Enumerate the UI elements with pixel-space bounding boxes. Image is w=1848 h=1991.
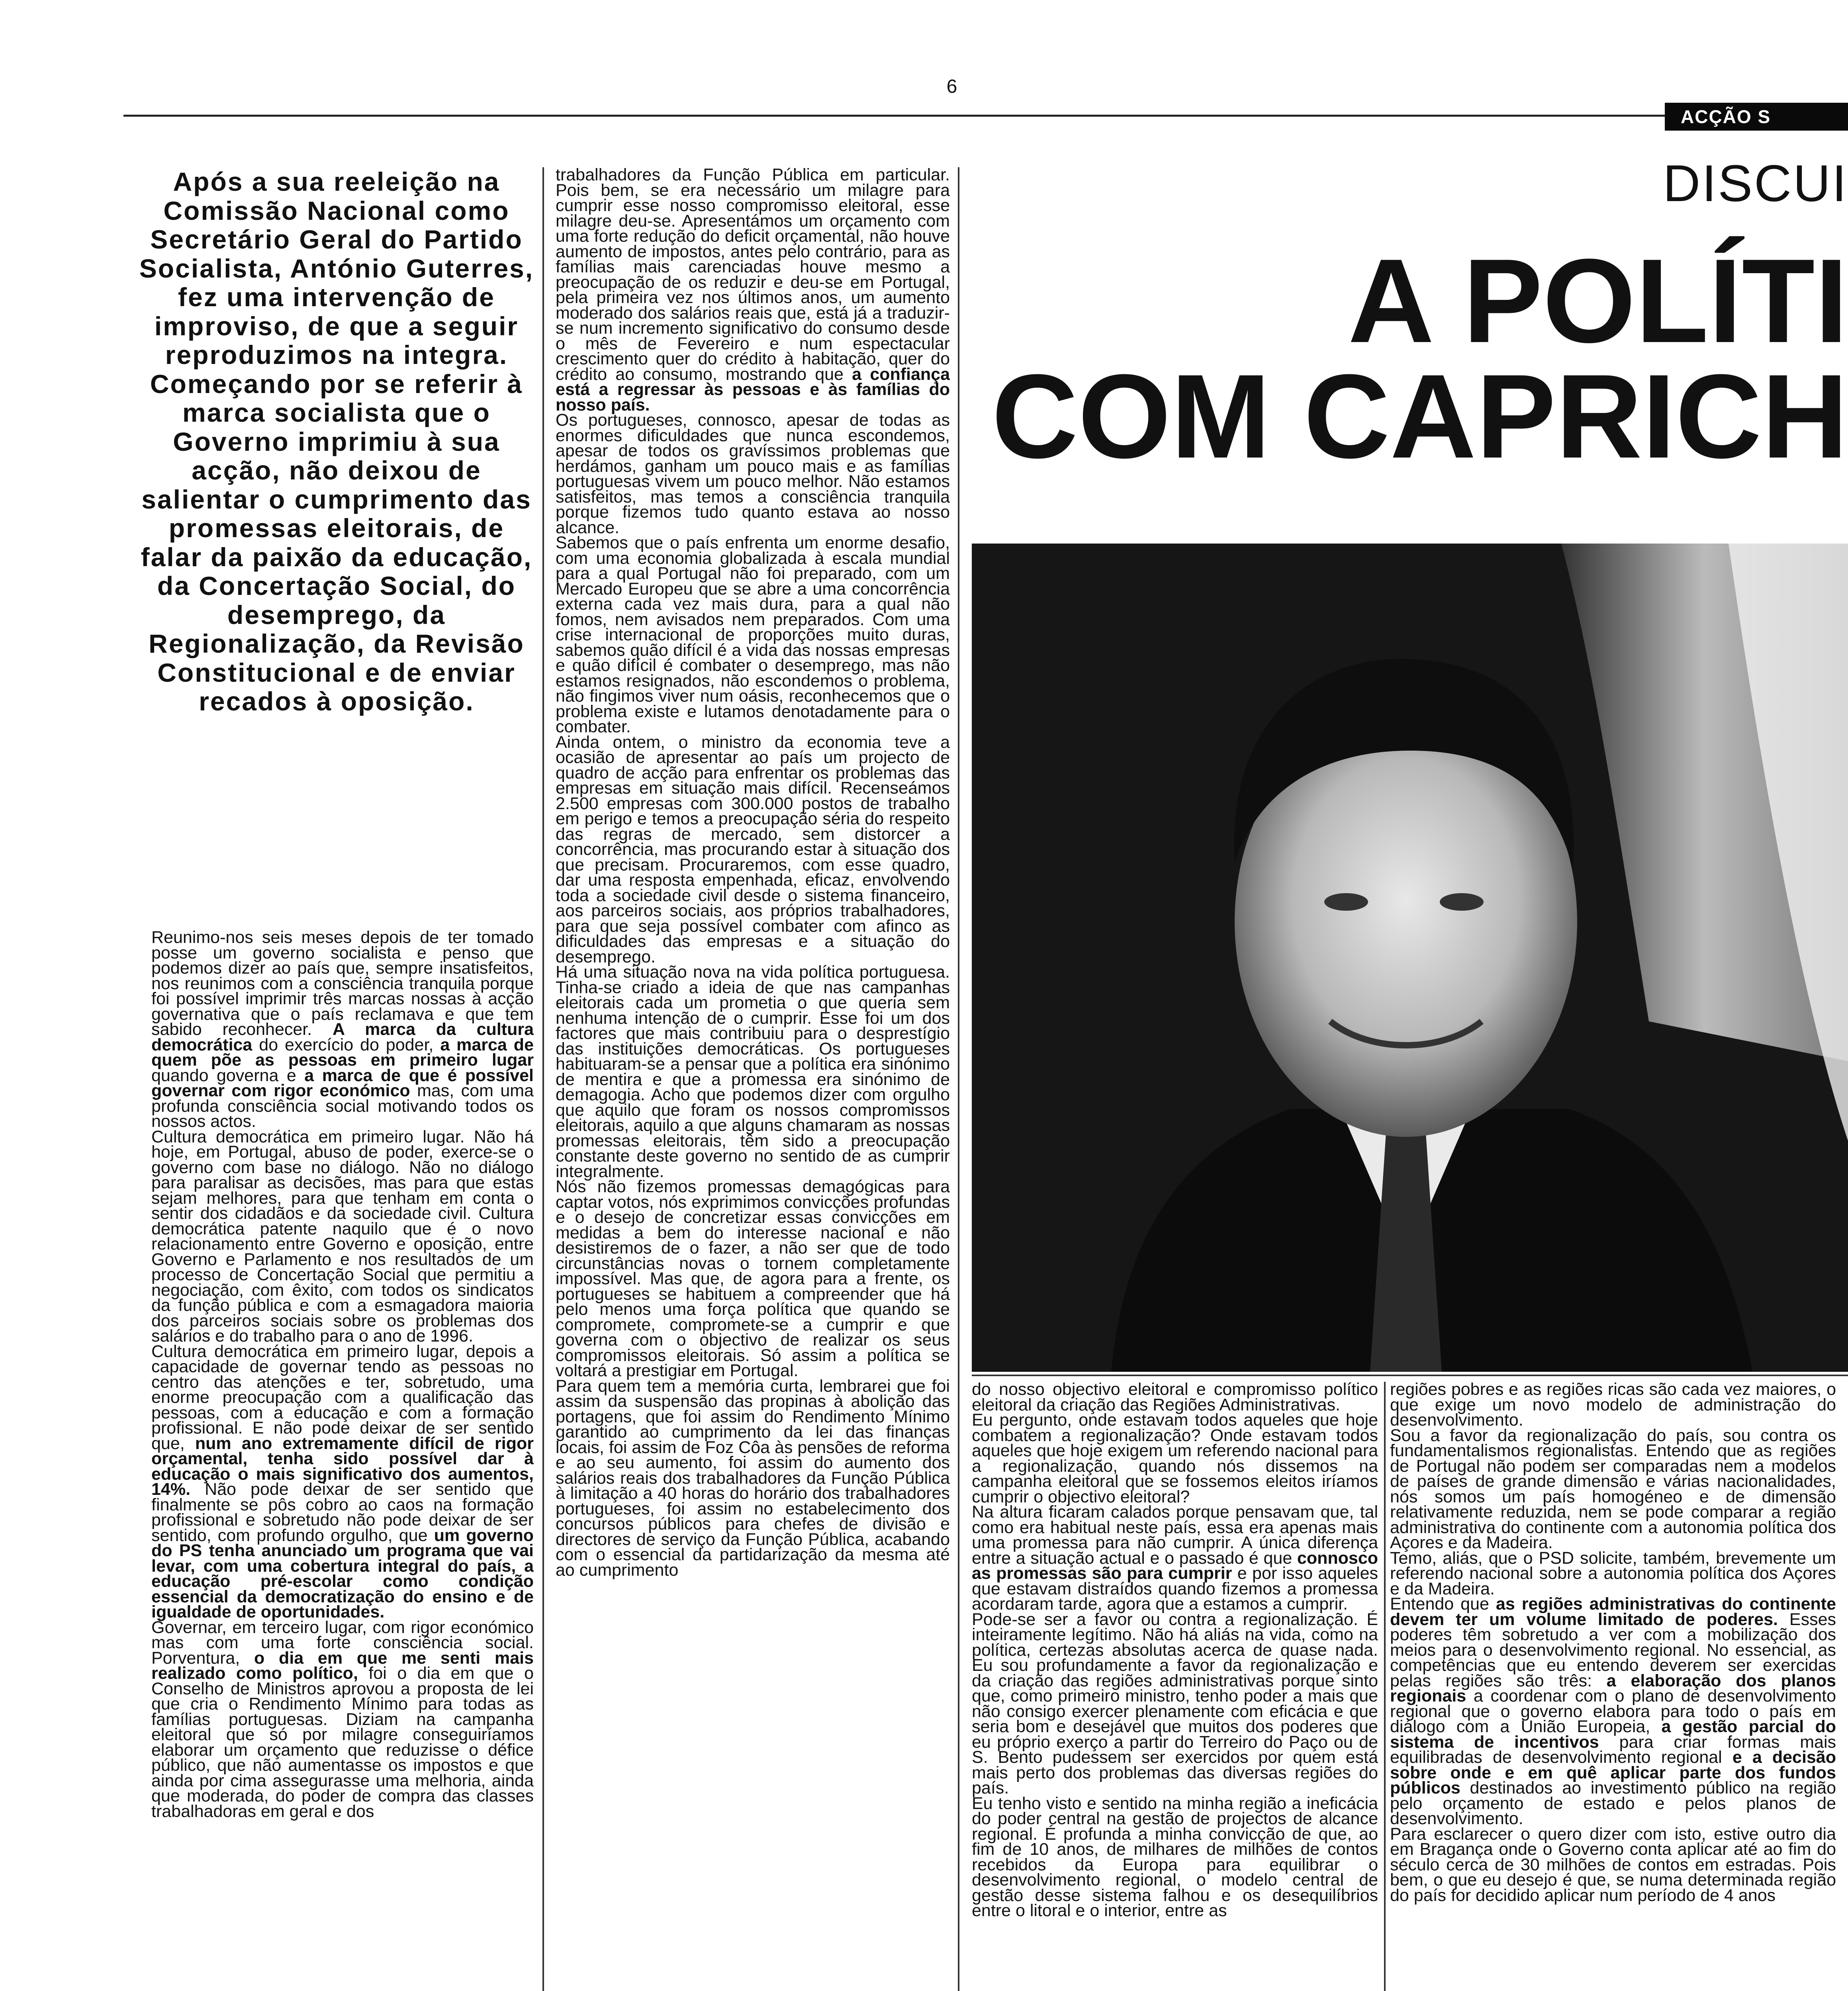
paragraph: Na altura ficaram calados porque pensavam que, tal como era habitual neste país, essa era apenas mais uma promessa para não cumprir. A única diferença entre a situação actual e o passado é que connosco as promessas são para cumprir e por isso aqueles que estavam distraídos quando fizemos a promessa acordaram tarde, agora que a estamos a cumprir. (972, 1502, 1378, 1614)
photo-rule (972, 1375, 1848, 1376)
paragraph: Reunimo-nos seis meses depois de ter tomado posse um governo socialista e penso que podemos dizer ao país que, sempre insatisfeitos, nos reunimos com a consciência tranquila porque foi possível imprimir três marcas nossas à acção governativa que o país reclamava e que tem sabido reconhecer. A marca da cultura democrática do exercício do poder, a marca de quem põe as pessoas em primeiro lugar quando governa e a marca de que é possível governar com rigor económico mas, com uma profunda consciência social motivando todos os nossos actos. (151, 930, 534, 1131)
headline-line-1: A POLÍTI (1348, 235, 1848, 366)
paragraph: Cultura democrática em primeiro lugar. Não há hoje, em Portugal, abuso de poder, exerce-se o governo com base no diálogo. Não no diálogo para paralisar as decisões, mas para que estas sejam melhores, para que tenham em conta o sentir dos cidadãos e da sociedade civil. Cultura democrática patente naquilo que é o novo relacionamento entre Governo e oposição, entre Governo e Parlamento e nos resultados de um processo de Concertação Social que permitiu a negociação, com êxito, com todos os sindicatos da função pública e com a esmagadora maioria dos parceiros sociais sobre os problemas dos salários e do trabalho para o ano de 1996. (151, 1127, 534, 1346)
article-column-4 (1390, 1382, 1836, 1991)
article-column-1 (151, 930, 534, 1991)
article-lead: Após a sua reeleição na Comissão Nacional como Secretário Geral do Partido Socialista, António Guterres, fez uma intervenção de improviso, de que a seguir reproduzimos na integra. Começando por se referir à marca socialista que o Governo imprimiu à sua acção, não deixou de salientar o cumprimento das promessas eleitorais, de falar da paixão da educação, da Concertação Social, do desemprego, da Regionalização, da Revisão Constitucional e de enviar recados à oposição. (139, 167, 534, 716)
paragraph: Para esclarecer o quero dizer com isto, estive outro dia em Bragança onde o Governo conta aplicar até ao fim do século cerca de 30 milhões de contos em estradas. Pois bem, o que eu desejo é que, se numa determinada região do país for decidido aplicar num período de 4 anos (1390, 1824, 1836, 1905)
column-divider (1384, 1382, 1386, 1991)
section-badge: ACÇÃO S (1665, 103, 1848, 131)
portrait-photo (972, 544, 1848, 1372)
paragraph: Sou a favor da regionalização do país, sou contra os fundamentalismos regionalistas. Entendo que as regiões de Portugal não podem ser comparadas nem a modelos de países de grande dimensão e várias nacionalidades, nós somos um país homogéneo e de dimensão relativamente reduzida, nem se pode comparar a região administrativa do continente com a autonomia política dos Açores e da Madeira. (1390, 1426, 1836, 1552)
paragraph: Entendo que as regiões administrativas do continente devem ter um volume limitado de poderes. Esses poderes têm sobretudo a ver com a mobilização dos meios para o desenvolvimento regional. No essencial, as competências que eu entendo deverem ser exercidas pelas regiões são três: a elaboração dos planos regionais a coordenar com o plano de desenvolvimento regional que o governo elabora para todo o país em diálogo com a União Europeia, a gestão parcial do sistema de incentivos para criar formas mais equilibradas de desenvolvimento regional e a decisão sobre onde e em quê aplicar parte dos fundos públicos destinados ao investimento público na região pelo orçamento de estado e pelos planos de desenvolvimento. (1390, 1594, 1836, 1828)
paragraph: Os portugueses, connosco, apesar de todas as enormes dificuldades que nunca escondemos, apesar de todos os gravíssimos problemas que herdámos, ganham um pouco mais e as famílias portuguesas vivem um pouco melhor. Não estamos satisfeitos, mas temos a consciência tranquila porque fizemos tudo quanto estava ao nosso alcance. (556, 411, 950, 537)
article-column-3 (972, 1382, 1378, 1991)
paragraph: Para quem tem a memória curta, lembrarei que foi assim da suspensão das propinas à abolição das portagens, que foi assim do Rendimento Mínimo garantido ao cumprimento da lei das finanças locais, foi assim de Foz Côa às pensões de reforma e ao seu aumento, foi assim do aumento dos salários reais dos trabalhadores da Função Pública à limitação a 40 horas do horário dos trabalhadores portugueses, foi assim no estabelecimento dos concursos públicos para chefes de divisão e directores de serviço da Função Pública, acabando com o essencial da partidarização da mesma até ao cumprimento (556, 1376, 950, 1580)
headline-kicker: DISCUI (1663, 154, 1848, 212)
article-column-2 (556, 167, 950, 1991)
header-rule (123, 115, 1848, 117)
column-divider (958, 167, 959, 1991)
paragraph: Há uma situação nova na vida política portuguesa. Tinha-se criado a ideia de que nas campanhas eleitorais cada um prometia o que queria sem nenhuma intenção de o cumprir. Esse foi um dos factores que mais contribuiu para o desprestígio das instituições democráticas. Os portugueses habituaram-se a pensar que a política era sinónimo de mentira e que a promessa era sinónimo de demagogia. Acho que podemos dizer com orgulho que aquilo que foram os nossos compromissos eleitorais, aquilo a que alguns chamaram as nossas promessas eleitorais, têm sido a preocupação constante deste governo no sentido de as cumprir integralmente. (556, 962, 950, 1181)
paragraph: Eu tenho visto e sentido na minha região a ineficácia do poder central na gestão de projectos de alcance regional. É profunda a minha convicção de que, ao fim de 10 anos, de milhares de milhões de contos recebidos da Europa para equilibrar o desenvolvimento regional, o modelo central de gestão desse sistema falhou e os desequilíbrios entre o litoral e o interior, entre as (972, 1793, 1378, 1920)
page-number: 6 (946, 76, 957, 97)
paragraph: Governar, em terceiro lugar, com rigor económico mas com uma forte consciência social. Porventura, o dia em que me senti mais realizado como político, foi o dia em que o Conselho de Ministros aprovou a proposta de lei que cria o Rendimento Mínimo para todas as famílias portuguesas. Diziam na campanha eleitoral que só por milagre conseguiríamos elaborar um orçamento que reduzisse o défice público, que não aumentasse os impostos e que ainda por cima assegurasse uma melhoria, ainda que moderada, do poder de compra das classes trabalhadoras em geral e dos (151, 1617, 534, 1821)
paragraph: Pode-se ser a favor ou contra a regionalização. É inteiramente legítimo. Não há aliás na vida, como na política, certezas absolutas acerca de quase nada. Eu sou profundamente a favor da regionalização e da criação das regiões administrativas porque sinto que, como primeiro ministro, tenho poder a mais que não consigo exercer plenamente com eficácia e que seria bom e desejável que muitos dos poderes que eu próprio exerço a partir do Terreiro do Paço ou de S. Bento pudessem ser exercidos por quem está mais perto dos problemas das diversas regiões do país. (972, 1610, 1378, 1797)
headline-line-2: COM CAPRICH (992, 350, 1848, 482)
paragraph: trabalhadores da Função Pública em particular. Pois bem, se era necessário um milagre para cumprir esse nosso compromisso eleitoral, esse milagre deu-se. Apresentámos um orçamento com uma forte redução do deficit orçamental, não houve aumento de impostos, antes pelo contrário, para as famílias mais carenciadas houve mesmo a preocupação de os reduzir e deu-se em Portugal, pela primeira vez nos últimos anos, um aumento moderado dos salários reais que, está já a traduzir-se num incremento significativo do consumo desde o mês de Fevereiro e num espectacular crescimento quer do crédito à habitação, quer do crédito ao consumo, mostrando que a confiança está a regressar às pessoas e às famílias do nosso país. (556, 167, 950, 415)
column-divider (542, 167, 544, 1991)
paragraph: Sabemos que o país enfrenta um enorme desafio, com uma economia globalizada à escala mundial para a qual Portugal não foi preparado, com um Mercado Europeu que se abre a uma concorrência externa cada vez mais dura, para a qual não fomos, nem avisados nem preparados. Com uma crise internacional de proporções muito duras, sabemos quão difícil é a vida das nossas empresas e quão difícil é combater o desemprego, mas não estamos resignados, não escondemos o problema, não fingimos viver num oásis, reconhecemos que o problema existe e lutamos denotadamente para o combater. (556, 533, 950, 736)
paragraph: Temo, aliás, que o PSD solicite, também, brevemente um referendo nacional sobre a autonomia política dos Açores e da Madeira. (1390, 1548, 1836, 1598)
paragraph: do nosso objectivo eleitoral e compromisso político eleitoral da criação das Regiões Administrativas. (972, 1382, 1378, 1414)
paragraph: Cultura democrática em primeiro lugar, depois a capacidade de governar tendo as pessoas no centro das atenções e ter, sobretudo, uma enorme preocupação com a qualificação das pessoas, com a educação e com a formação profissional. E não pode deixar de ser sentido que, num ano extremamente difícil de rigor orçamental, tenha sido possível dar à educação o mais significativo dos aumentos, 14%. Não pode deixar de ser sentido que finalmente se pôs cobro ao caos na formação profissional e sobretudo não pode deixar de ser sentido, com profundo orgulho, que um governo do PS tenha anunciado um programa que vai levar, com uma cobertura integral do país, a educação pré-escolar como condição essencial da democratização do ensino e de igualdade de oportunidades. (151, 1342, 534, 1621)
paragraph: Nós não fizemos promessas demagógicas para captar votos, nós exprimimos convicções profundas e o desejo de concretizar essas convicções em medidas a bem do interesse nacional e não desistiremos de o fazer, a não ser que de todo circunstâncias novas o tornem completamente impossível. Mas que, de agora para a frente, os portugueses se habituem a compreender que há pelo menos uma força política que quando se compromete, compromete-se a cumprir e que governa com o objectivo de realizar os seus compromissos eleitorais. Só assim a política se voltará a prestigiar em Portugal. (556, 1177, 950, 1380)
portrait-image (972, 544, 1848, 1372)
paragraph: regiões pobres e as regiões ricas são cada vez maiores, o que exige um novo modelo de administração do desenvolvimento. (1390, 1382, 1836, 1430)
paragraph: Ainda ontem, o ministro da economia teve a ocasião de apresentar ao país um projecto de quadro de acção para enfrentar os problemas das empresas em situação mais difícil. Recenseámos 2.500 empresas com 300.000 postos de trabalho em perigo e temos a preocupação séria do respeito das regras de mercado, sem distorcer a concorrência, mas procurando estar à situação dos que precisam. Procuraremos, com esse quadro, dar uma resposta empenhada, eficaz, envolvendo toda a sociedade civil desde o sistema financeiro, aos parceiros sociais, aos próprios trabalhadores, para que seja possível combater com afinco as dificuldades das empresas e a situação do desemprego. (556, 732, 950, 966)
paragraph: Eu pergunto, onde estavam todos aqueles que hoje combatem a regionalização? Onde estavam todos aqueles que hoje exigem um referendo nacional para a regionalização, quando nós dissemos na campanha eleitoral que se fossemos eleitos iríamos cumprir o objectivo eleitoral? (972, 1410, 1378, 1506)
